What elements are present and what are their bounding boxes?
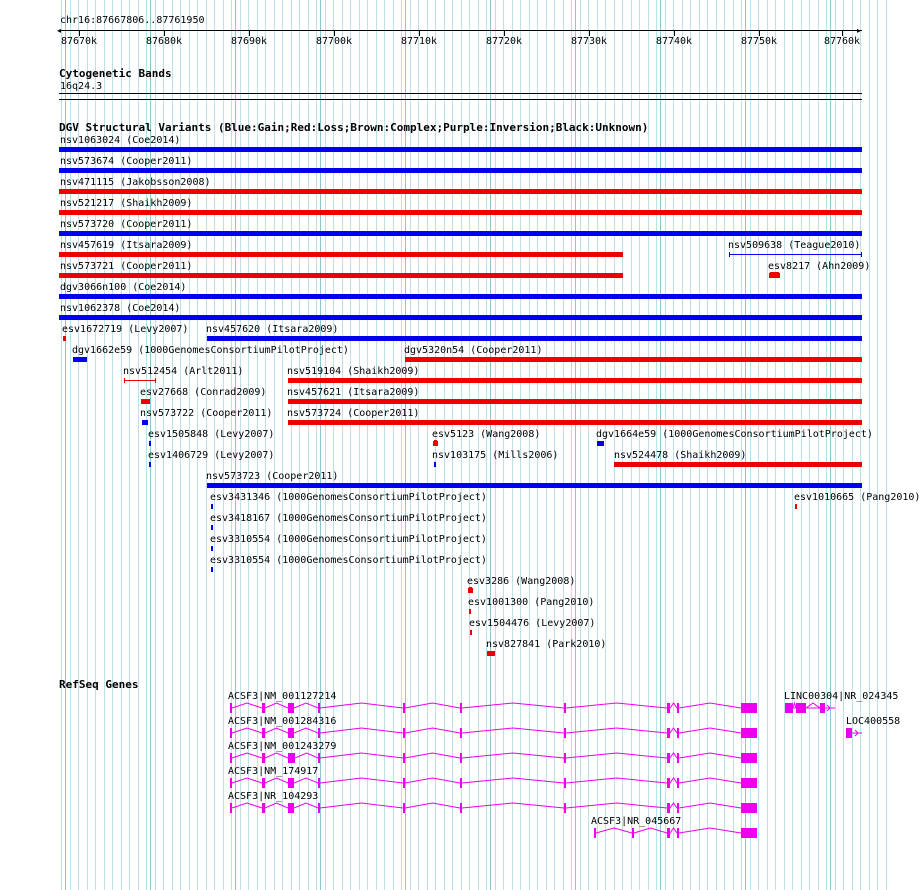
ruler-tick-label: 87680k <box>145 36 183 47</box>
dgv-feature-loss[interactable] <box>470 630 472 635</box>
ruler-right-arrow-icon: ▸ <box>857 26 862 35</box>
dgv-feature-loss[interactable] <box>124 380 156 381</box>
dgv-feature-label[interactable]: nsv573724 (Cooper2011) <box>287 408 420 419</box>
dgv-feature-label[interactable]: esv3310554 (1000GenomesConsortiumPilotProject) <box>210 534 487 545</box>
ruler-tick-label: 87720k <box>485 36 523 47</box>
dgv-feature-loss[interactable] <box>795 504 797 509</box>
dgv-feature-loss[interactable] <box>59 210 862 215</box>
dgv-feature-loss[interactable] <box>614 462 862 467</box>
dgv-feature-label[interactable]: nsv573720 (Cooper2011) <box>60 219 193 230</box>
dgv-feature-gain[interactable] <box>211 525 213 530</box>
dgv-feature-end <box>861 252 862 257</box>
dgv-feature-gain[interactable] <box>73 357 87 362</box>
dgv-feature-label[interactable]: nsv827841 (Park2010) <box>486 639 607 650</box>
dgv-feature-cap <box>770 272 779 273</box>
dgv-feature-loss[interactable] <box>288 420 862 425</box>
dgv-feature-label[interactable]: esv27668 (Conrad2009) <box>140 387 267 398</box>
refseq-track-title: RefSeq Genes <box>59 678 139 691</box>
dgv-feature-label[interactable]: nsv521217 (Shaikh2009) <box>60 198 193 209</box>
cyto-track-title: Cytogenetic Bands <box>59 67 172 80</box>
dgv-feature-loss[interactable] <box>59 273 623 278</box>
dgv-feature-end <box>729 252 730 257</box>
ruler-tick-label: 87760k <box>823 36 861 47</box>
dgv-feature-gain[interactable] <box>729 254 862 255</box>
ruler-tick-label: 87690k <box>230 36 268 47</box>
dgv-feature-label[interactable]: nsv573722 (Cooper2011) <box>140 408 273 419</box>
dgv-feature-loss[interactable] <box>141 399 150 404</box>
dgv-feature-label[interactable]: nsv573723 (Cooper2011) <box>206 471 339 482</box>
dgv-feature-label[interactable]: nsv457620 (Itsara2009) <box>206 324 339 335</box>
dgv-feature-cap <box>434 440 437 441</box>
dgv-feature-end <box>124 378 125 383</box>
dgv-feature-label[interactable]: esv8217 (Ahn2009) <box>768 261 871 272</box>
dgv-feature-label[interactable]: esv3310554 (1000GenomesConsortiumPilotProject) <box>210 555 487 566</box>
ruler[interactable] <box>57 26 862 47</box>
dgv-feature-label[interactable]: esv3431346 (1000GenomesConsortiumPilotProject) <box>210 492 487 503</box>
dgv-feature-label[interactable]: esv1505848 (Levy2007) <box>148 429 275 440</box>
dgv-feature-gain[interactable] <box>59 168 862 173</box>
refseq-gene-label[interactable]: ACSF3|NR_104293 <box>228 791 319 802</box>
dgv-feature-label[interactable]: nsv509638 (Teague2010) <box>728 240 861 251</box>
dgv-feature-gain[interactable] <box>142 420 148 425</box>
ruler-tick-label: 87740k <box>655 36 693 47</box>
ruler-tick-label: 87700k <box>315 36 353 47</box>
refseq-gene-label[interactable]: ACSF3|NM_174917 <box>228 766 319 777</box>
dgv-feature-label[interactable]: dgv3066n100 (Coe2014) <box>60 282 187 293</box>
dgv-feature-loss[interactable] <box>288 399 862 404</box>
dgv-feature-label[interactable]: esv5123 (Wang2008) <box>432 429 541 440</box>
cyto-band-line-top <box>59 93 862 94</box>
refseq-gene-label[interactable]: ACSF3|NM_001127214 <box>228 691 337 702</box>
dgv-feature-loss[interactable] <box>59 189 862 194</box>
dgv-feature-loss[interactable] <box>63 336 66 341</box>
refseq-gene-label[interactable]: ACSF3|NR_045667 <box>591 816 682 827</box>
dgv-track-title: DGV Structural Variants (Blue:Gain;Red:Loss;Brown:Complex;Purple:Inversion;Black:Unknown) <box>59 121 649 134</box>
dgv-feature-loss[interactable] <box>59 252 623 257</box>
ruler-tick-label: 87710k <box>400 36 438 47</box>
dgv-feature-loss[interactable] <box>405 357 862 362</box>
ruler-left-arrow-icon: ◂ <box>57 26 62 35</box>
dgv-feature-label[interactable]: nsv524478 (Shaikh2009) <box>614 450 747 461</box>
dgv-feature-gain[interactable] <box>211 504 213 509</box>
dgv-feature-label[interactable]: esv1672719 (Levy2007) <box>62 324 189 335</box>
dgv-feature-label[interactable]: esv3286 (Wang2008) <box>467 576 576 587</box>
dgv-feature-cap <box>469 587 472 588</box>
dgv-feature-label[interactable]: esv1001300 (Pang2010) <box>468 597 595 608</box>
dgv-feature-gain[interactable] <box>59 315 862 320</box>
dgv-feature-label[interactable]: nsv471115 (Jakobsson2008) <box>60 177 211 188</box>
dgv-feature-loss[interactable] <box>288 378 862 383</box>
dgv-feature-gain[interactable] <box>59 294 862 299</box>
ruler-axis-line <box>60 30 862 31</box>
dgv-feature-gain[interactable] <box>597 441 604 446</box>
position-label: chr16:87667806..87761950 <box>60 15 205 26</box>
dgv-feature-gain[interactable] <box>434 462 436 467</box>
dgv-feature-label[interactable]: nsv573721 (Cooper2011) <box>60 261 193 272</box>
dgv-feature-label[interactable]: nsv1062378 (Coe2014) <box>60 303 181 314</box>
refseq-gene-label[interactable]: LINC00304|NR_024345 <box>784 691 899 702</box>
dgv-feature-label[interactable]: dgv1662e59 (1000GenomesConsortiumPilotProject) <box>72 345 349 356</box>
refseq-gene-label[interactable]: ACSF3|NM_001284316 <box>228 716 337 727</box>
dgv-feature-label[interactable]: dgv1664e59 (1000GenomesConsortiumPilotProject) <box>596 429 873 440</box>
dgv-feature-loss[interactable] <box>433 441 438 446</box>
dgv-feature-loss[interactable] <box>487 651 495 656</box>
dgv-feature-label[interactable]: esv1010665 (Pang2010) <box>794 492 920 503</box>
dgv-feature-gain[interactable] <box>207 336 862 341</box>
dgv-feature-loss[interactable] <box>469 609 471 614</box>
dgv-feature-gain[interactable] <box>59 147 862 152</box>
dgv-feature-gain[interactable] <box>207 483 862 488</box>
dgv-feature-gain[interactable] <box>211 546 213 551</box>
dgv-feature-loss[interactable] <box>769 273 780 278</box>
dgv-feature-gain[interactable] <box>149 462 151 467</box>
dgv-feature-label[interactable]: nsv1063024 (Coe2014) <box>60 135 181 146</box>
cyto-band-line-bottom <box>59 99 862 100</box>
ruler-tick-label: 87670k <box>60 36 98 47</box>
dgv-feature-label[interactable]: nsv457621 (Itsara2009) <box>287 387 420 398</box>
cyto-band-label[interactable]: 16q24.3 <box>60 81 103 92</box>
dgv-feature-gain[interactable] <box>149 441 151 446</box>
dgv-feature-label[interactable]: esv3418167 (1000GenomesConsortiumPilotProject) <box>210 513 487 524</box>
dgv-feature-end <box>155 378 156 383</box>
dgv-feature-label[interactable]: nsv512454 (Arlt2011) <box>123 366 244 377</box>
dgv-feature-label[interactable]: nsv519104 (Shaikh2009) <box>287 366 420 377</box>
dgv-feature-label[interactable]: dgv5320n54 (Cooper2011) <box>404 345 543 356</box>
dgv-feature-label[interactable]: esv1504476 (Levy2007) <box>469 618 596 629</box>
dgv-feature-gain[interactable] <box>59 231 862 236</box>
dgv-feature-label[interactable]: esv1406729 (Levy2007) <box>148 450 275 461</box>
refseq-gene-label[interactable]: LOC400558 <box>846 716 901 727</box>
ruler-tick-label: 87750k <box>740 36 778 47</box>
dgv-feature-loss[interactable] <box>468 588 473 593</box>
dgv-feature-gain[interactable] <box>211 567 213 572</box>
refseq-gene-label[interactable]: ACSF3|NM_001243279 <box>228 741 337 752</box>
dgv-feature-label[interactable]: nsv103175 (Mills2006) <box>432 450 559 461</box>
dgv-feature-label[interactable]: nsv573674 (Cooper2011) <box>60 156 193 167</box>
ruler-tick-label: 87730k <box>570 36 608 47</box>
dgv-feature-label[interactable]: nsv457619 (Itsara2009) <box>60 240 193 251</box>
